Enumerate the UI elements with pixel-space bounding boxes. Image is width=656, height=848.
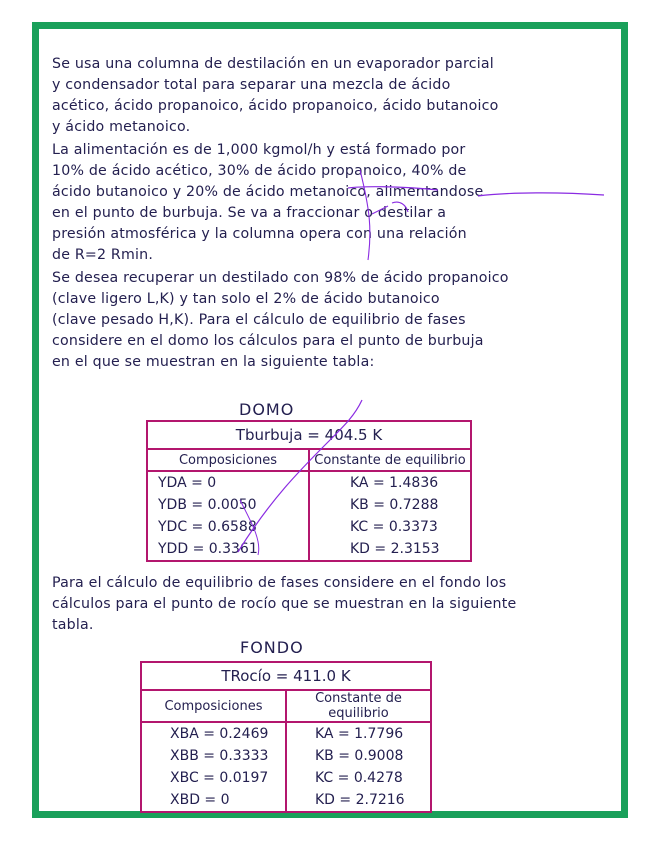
domo-constants-header: Constante de equilibrio [309, 449, 471, 471]
fondo-table-title: FONDO [240, 638, 304, 657]
domo-composition-b: YDB = 0.0050 [158, 497, 257, 513]
fondo-equilibrium-table [140, 661, 432, 813]
fondo-constant-c: KC = 0.4278 [315, 770, 403, 786]
fondo-composition-c: XBC = 0.0197 [170, 770, 269, 786]
domo-table-title: DOMO [239, 400, 295, 419]
domo-constant-c: KC = 0.3373 [350, 519, 438, 535]
domo-constants-cell [309, 471, 471, 561]
fondo-constants-header: Constante de equilibrio [286, 690, 431, 722]
fondo-constant-a: KA = 1.7796 [315, 726, 404, 742]
fondo-temperature: TRocío = 411.0 K [141, 662, 431, 690]
fondo-constants-cell [286, 722, 431, 812]
fondo-constant-b: KB = 0.9008 [315, 748, 404, 764]
fondo-constant-d: KD = 2.7216 [315, 792, 405, 808]
fondo-composition-a: XBA = 0.2469 [170, 726, 269, 742]
domo-constant-b: KB = 0.7288 [350, 497, 439, 513]
fondo-composition-d: XBD = 0 [170, 792, 230, 808]
fondo-compositions-header: Composiciones [141, 690, 286, 722]
domo-composition-a: YDA = 0 [158, 475, 217, 491]
domo-composition-d: YDD = 0.3361 [158, 541, 258, 557]
bottoms-equilibrium-paragraph: Para el cálculo de equilibrio de fases considere en el fondo los cálculos para el punto de rocío que se muestran en la siguiente tabla. [52, 575, 517, 633]
fondo-composition-b: XBB = 0.3333 [170, 748, 269, 764]
recovery-requirements-paragraph: Se desea recuperar un destilado con 98% de ácido propanoico (clave ligero L,K) y tan solo el 2% de ácido butanoico (clave pesado H,K). Para el cálculo de equilibrio de fases considere en el domo los cálculos para el punto de burbuja en el que se muestran en la siguiente tabla: [52, 270, 509, 370]
domo-constant-a: KA = 1.4836 [350, 475, 439, 491]
feed-description-paragraph: La alimentación es de 1,000 kgmol/h y está formado por 10% de ácido acético, 30% de ácido propanoico, 40% de ácido butanoico y 20% de ácido metanoico, alimentandose en el punto de burbuja. Se va a fraccionar o destilar a presión atmosférica y la columna opera con una relación de R=2 Rmin. [52, 142, 484, 263]
domo-equilibrium-table [146, 420, 472, 562]
problem-intro-paragraph: Se usa una columna de destilación en un evaporador parcial y condensador total para separar una mezcla de ácido acético, ácido propanoico, ácido propanoico, ácido butanoico y ácido metanoico. [52, 56, 499, 135]
fondo-compositions-cell [141, 722, 286, 812]
domo-composition-c: YDC = 0.6588 [158, 519, 257, 535]
domo-constant-d: KD = 2.3153 [350, 541, 440, 557]
domo-compositions-header: Composiciones [147, 449, 309, 471]
domo-compositions-cell [147, 471, 309, 561]
domo-temperature: Tburbuja = 404.5 K [147, 421, 471, 449]
